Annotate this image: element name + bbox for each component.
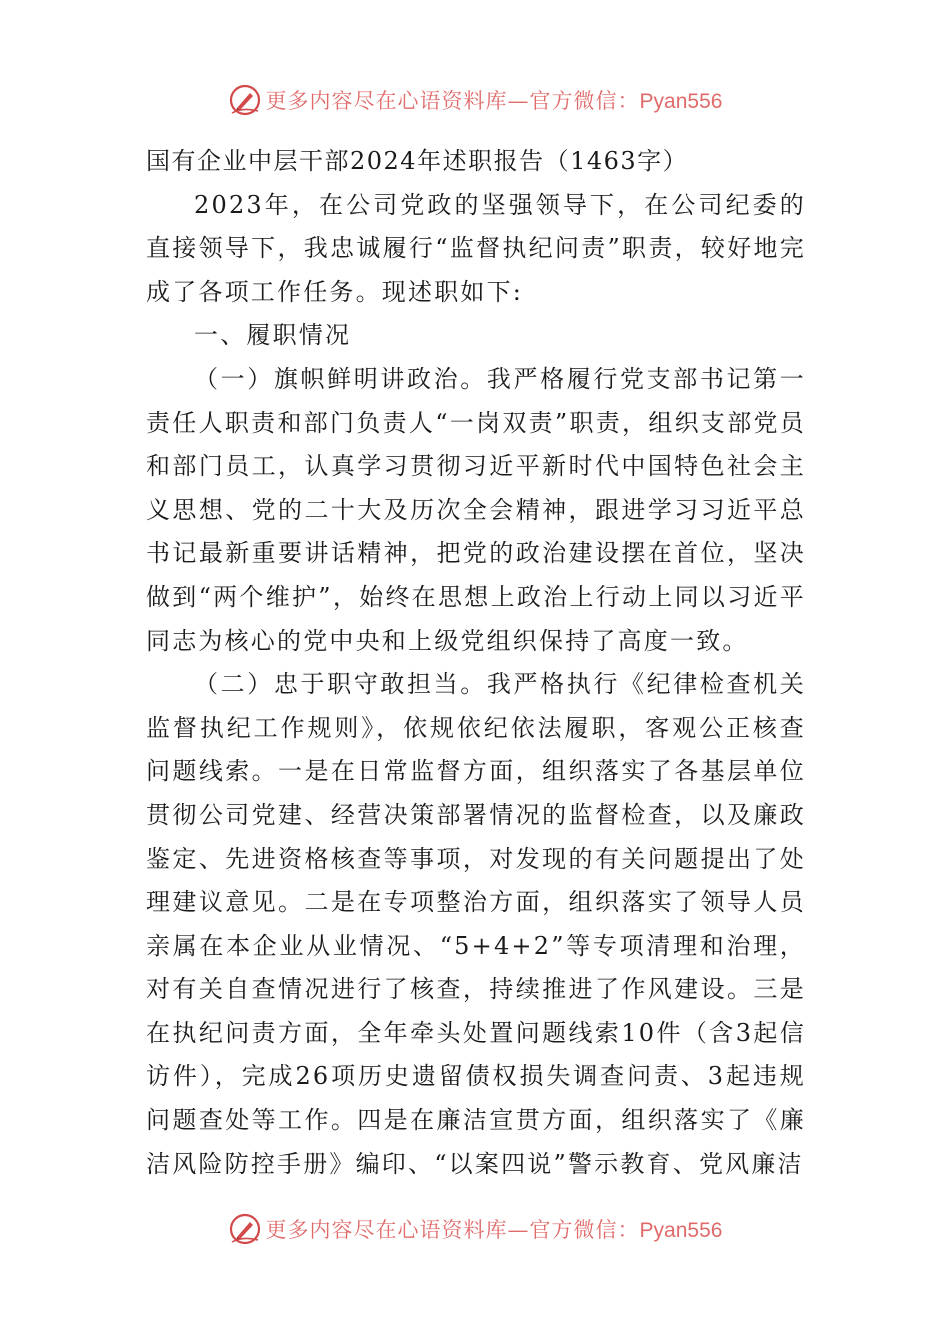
document-title: 国有企业中层干部2024年述职报告（1463字）: [146, 147, 689, 175]
paragraph-intro: 2023年，在公司党政的坚强领导下，在公司纪委的直接领导下，我忠诚履行“监督执纪问责”职责，较好地完成了各项工作任务。现述职如下:: [146, 190, 806, 306]
watermark-banner-bottom: [0, 1209, 950, 1249]
document-body: [146, 140, 806, 1186]
pen-logo-icon: [228, 83, 262, 117]
watermark-banner-top: [0, 80, 950, 120]
section-heading: 一、履职情况: [194, 321, 352, 350]
watermark-text: 更多内容尽在心语资料库—官方微信：Pyan556: [265, 89, 723, 113]
pen-logo-icon: [228, 1212, 262, 1246]
paragraph-politics: （一）旗帜鲜明讲政治。我严格履行党支部书记第一责任人职责和部门负责人“一岗双责”职责，组织支部党员和部门员工，认真学习贯彻习近平新时代中国特色社会主义思想、党的二十大及历次全会精神，跟进学习习近平总书记最新重要讲话精神，把党的政治建设摆在首位，坚决做到“两个维护”，始终在思想上政治上行动上同以习近平同志为核心的党中央和上级党组织保持了高度一致。: [146, 364, 806, 655]
watermark-text: 更多内容尽在心语资料库—官方微信：Pyan556: [265, 1218, 723, 1242]
paragraph-duty: （二）忠于职守敢担当。我严格执行《纪律检查机关监督执纪工作规则》，依规依纪依法履职，客观公正核查问题线索。一是在日常监督方面，组织落实了各基层单位贯彻公司党建、经营决策部署情况的监督检查，以及廉政鉴定、先进资格核查等事项，对发现的有关问题提出了处理建议意见。二是在专项整治方面，组织落实了领导人员亲属在本企业从业情况、“5+4+2”等专项清理和治理，对有关自查情况进行了核查，持续推进了作风建设。三是在执纪问责方面，全年牵头处置问题线索10件（含3起信访件），完成26项历史遗留债权损失调查问责、3起违规问题查处等工作。四是在廉洁宣贯方面，组织落实了《廉洁风险防控手册》编印、“以案四说”警示教育、党风廉洁: [146, 670, 806, 1178]
